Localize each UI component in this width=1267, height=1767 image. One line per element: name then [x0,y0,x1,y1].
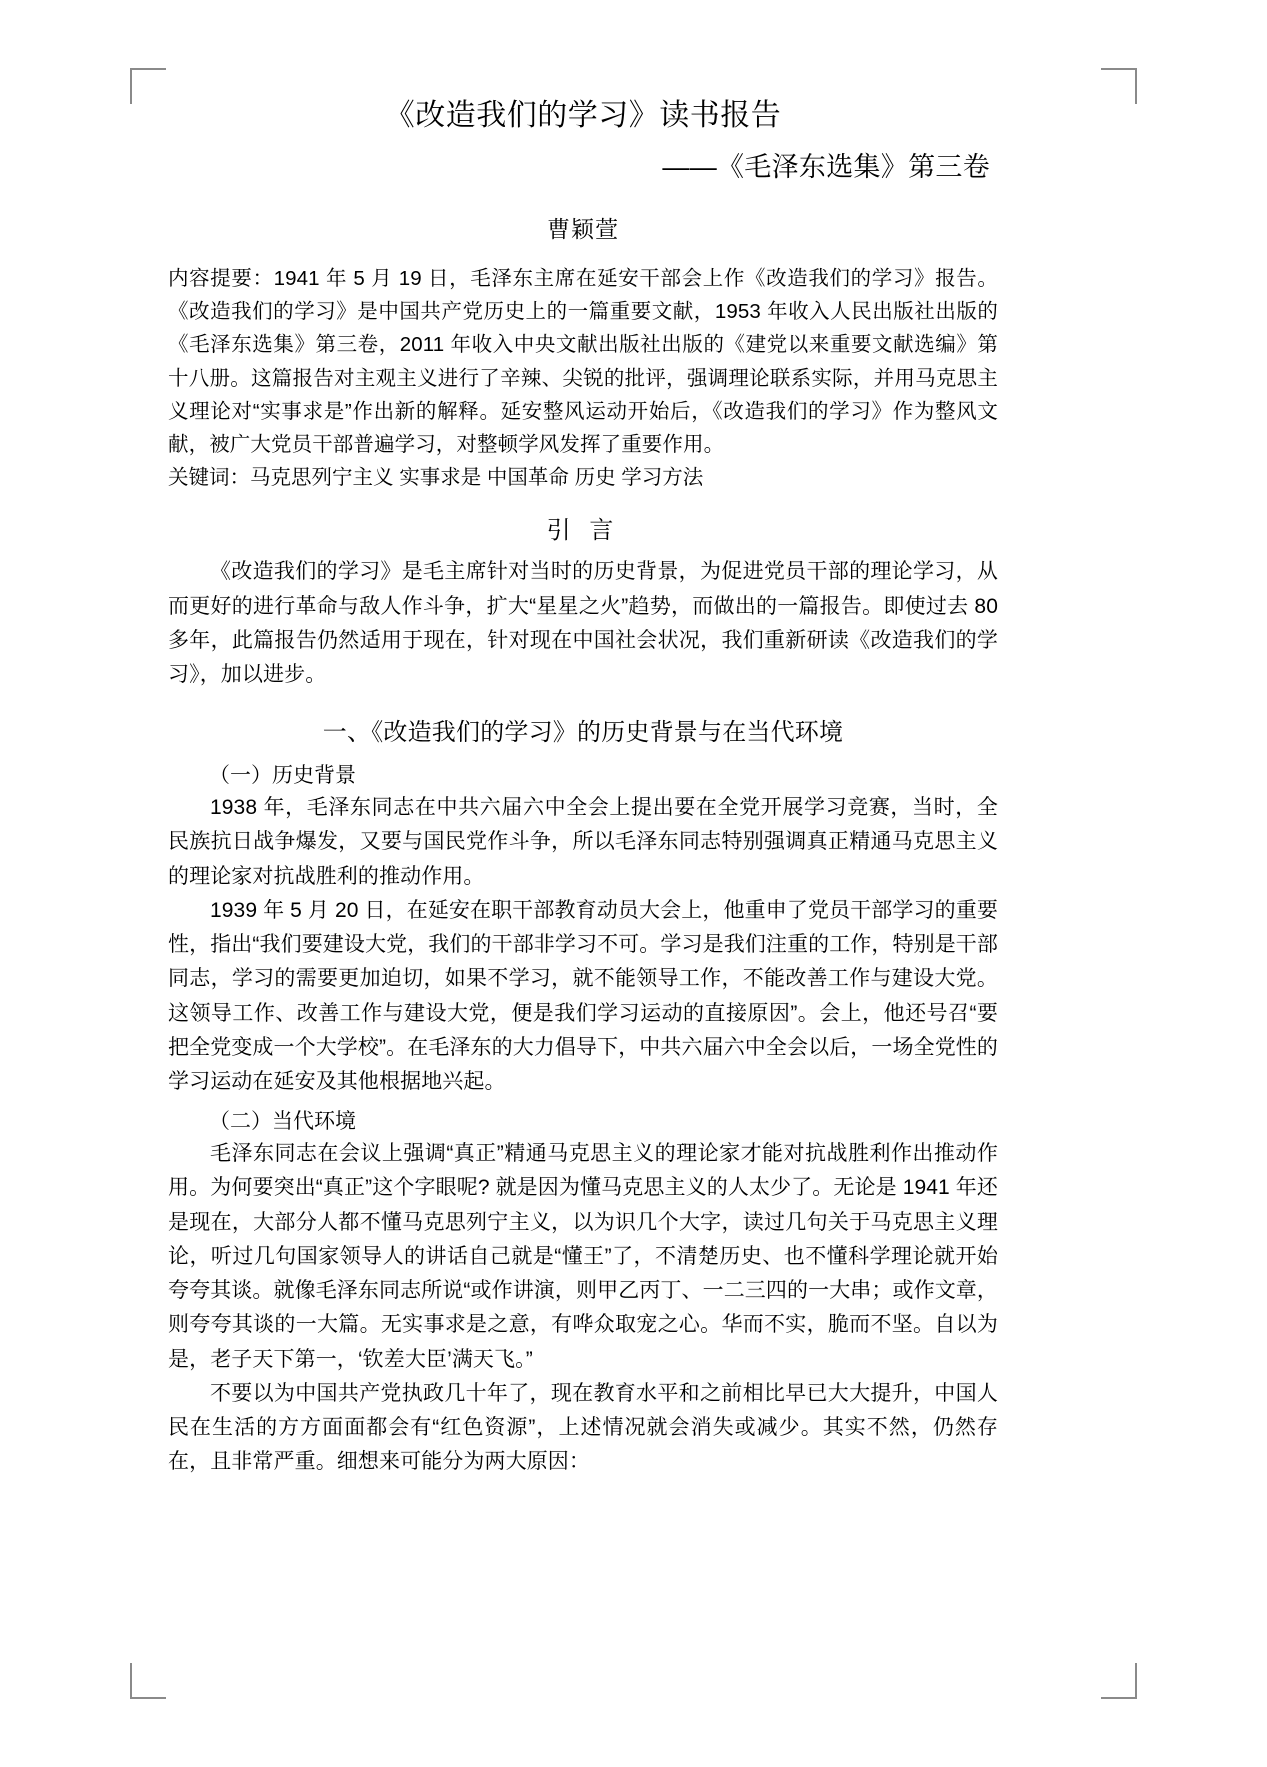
heading-section-one: 一、《改造我们的学习》的历史背景与在当代环境 [322,719,844,747]
document-body [168,96,998,1479]
keywords-text: 关键词：马克思列宁主义 实事求是 中国革命 历史 学习方法 [168,466,704,490]
heading-introduction: 引 言 [546,517,620,545]
crop-mark-top-left [130,68,166,104]
heading-subsection-one-two: （二）当代环境 [209,1110,356,1134]
paragraph-1938: 1938 年，毛泽东同志在中共六届六中全会上提出要在全党开展学习竞赛，当时，全民族抗日战争爆发，又要与国民党作斗争，所以毛泽东同志特别强调真正精通马克思主义的理论家对抗战胜利的推动作用。 [168,796,998,888]
page-title: 《改造我们的学习》读书报告 [384,99,782,132]
crop-mark-bottom-left [130,1663,166,1699]
crop-mark-top-right [1101,68,1137,104]
paragraph-1939: 1939 年 5 月 20 日，在延安在职干部教育动员大会上，他重申了党员干部学习的重要性，指出“我们要建设大党，我们的干部非学习不可。学习是我们注重的工作，特别是干部同志，学习的需要更加迫切，如果不学习，就不能领导工作，不能改善工作与建设大党。这领导工作、改善工作与建设大党，便是我们学习运动的直接原因”。会上，他还号召“要把全党变成一个大学校”。在毛泽东的大力倡导下，中共六届六中全会以后，一场全党性的学习运动在延安及其他根据地兴起。 [168,898,998,1093]
author-name: 曹颖萱 [547,215,619,242]
crop-mark-bottom-right [1101,1663,1137,1699]
heading-subsection-one-one: （一）历史背景 [209,764,356,788]
paragraph-two-causes: 不要以为中国共产党执政几十年了，现在教育水平和之前相比早已大大提升，中国人民在生活的方方面面都会有“红色资源”，上述情况就会消失或减少。其实不然，仍然存在，且非常严重。细想来可能分为两大原因： [168,1381,998,1474]
document-subtitle: ——《毛泽东选集》第三卷 [662,151,990,182]
introduction-paragraph: 《改造我们的学习》是毛主席针对当时的历史背景，为促进党员干部的理论学习，从而更好的进行革命与敌人作斗争，扩大“星星之火”趋势，而做出的一篇报告。即使过去 80 多年，此篇报告仍然适用于现在，针对现在中国社会状况，我们重新研读《改造我们的学习》，加以进步。 [168,560,998,687]
paragraph-contemporary-context: 毛泽东同志在会议上强调“真正”精通马克思主义的理论家才能对抗战胜利作出推动作用。为何要突出“真正”这个字眼呢? 就是因为懂马克思主义的人太少了。无论是 1941 年还是现在，大部分人都不懂马克思列宁主义，以为识几个大字，读过几句关于马克思主义理论，听过几句国家领导人的讲话自己就是“懂王”了，不清楚历史、也不懂科学理论就开始夸夸其谈。就像毛泽东同志所说“或作讲演，则甲乙丙丁、一二三四的一大串；或作文章，则夸夸其谈的一大篇。无实事求是之意，有哗众取宠之心。华而不实，脆而不坚。自以为是，老子天下第一，‘钦差大臣’满天飞。” [168,1142,998,1371]
abstract-text: 内容提要：1941 年 5 月 19 日，毛泽东主席在延安干部会上作《改造我们的学习》报告。《改造我们的学习》是中国共产党历史上的一篇重要文献，1953 年收入人民出版社出版的《毛泽东选集》第三卷，2011 年收入中央文献出版社出版的《建党以来重要文献选编》第十八册。这篇报告对主观主义进行了辛辣、尖锐的批评，强调理论联系实际，并用马克思主义理论对“实事求是”作出新的解释。延安整风运动开始后，《改造我们的学习》作为整风文献，被广大党员干部普遍学习，对整顿学风发挥了重要作用。 [168,266,998,456]
